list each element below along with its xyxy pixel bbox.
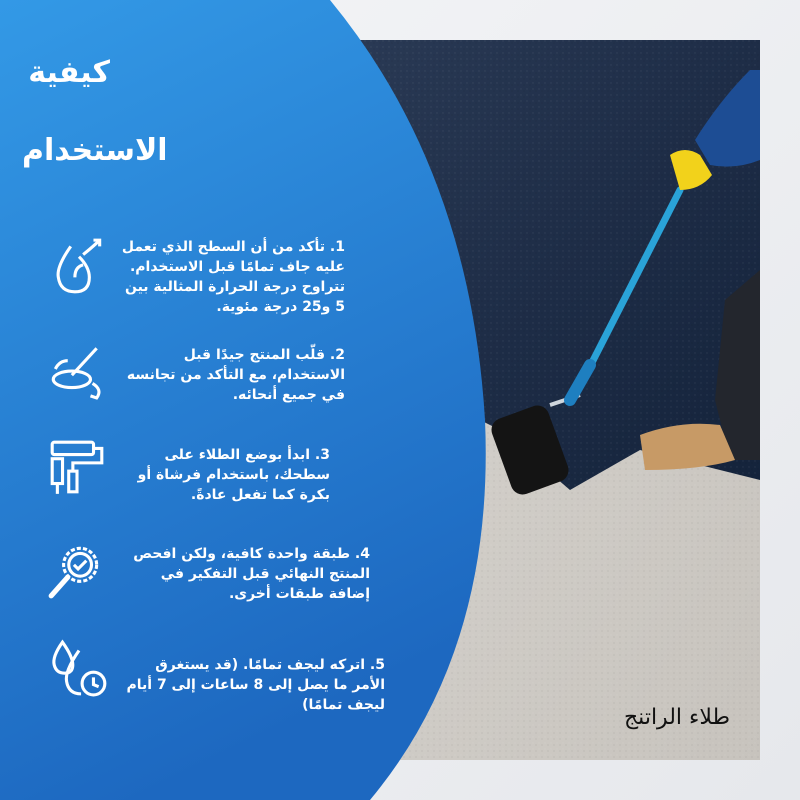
- step-2-text: 2. قلّب المنتج جيدًا قبل الاستخدام، مع التأكد من تجانسه في جميع أنحائه.: [126, 347, 345, 403]
- step-4-text: 4. طبقة واحدة كافية، ولكن افحص المنتج النهائي قبل التفكير في إضافة طبقات أخرى.: [133, 546, 370, 602]
- step-1-text: 1. تأكد من أن السطح الذي تعمل عليه جاف تمامًا قبل الاستخدام. تتراوح درجة الحرارة المثالية بين 5 و25 درجة مئوية.: [121, 239, 345, 315]
- inspect-icon: [45, 540, 107, 602]
- dry-surface-icon: [48, 236, 110, 298]
- step-5-text: 5. اتركه ليجف تمامًا. (قد يستغرق الأمر ما يصل إلى 8 ساعات إلى 7 أيام ليجف تمامًا): [126, 657, 385, 713]
- stir-icon: [45, 338, 107, 400]
- step-3-text: 3. ابدأ بوضع الطلاء على سطحك، باستخدام فرشاة أو بكرة كما تفعل عادةً.: [137, 447, 330, 503]
- title-line-2: الاستخدام: [22, 133, 168, 168]
- paint-roller-icon: [46, 436, 108, 498]
- drying-time-icon: [48, 636, 110, 698]
- title-line-1: كيفية: [28, 55, 110, 90]
- product-name: طلاء الراتنج: [623, 705, 730, 730]
